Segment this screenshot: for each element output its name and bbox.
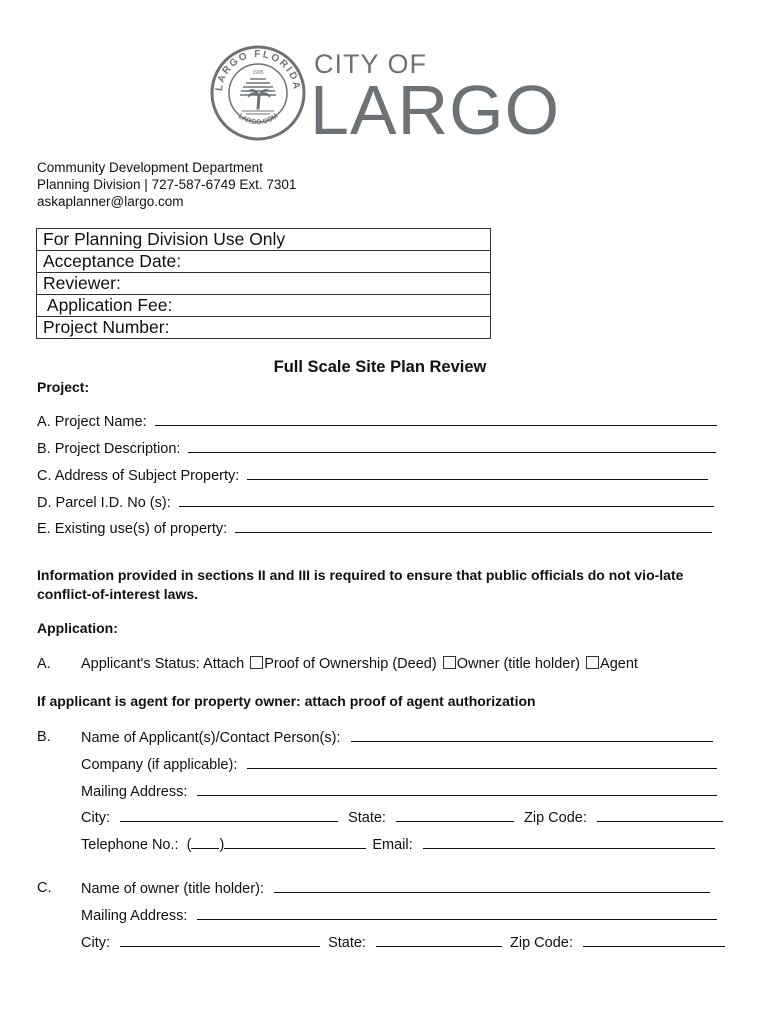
seal-bottom-text: LARGO.COM: [236, 112, 280, 127]
property-address-row: [37, 468, 708, 484]
agent-authorization-note: If applicant is agent for property owner: attach proof of agent authorization: [37, 693, 536, 709]
contact-email: askaplanner@largo.com: [37, 194, 184, 209]
parcel-id-input[interactable]: [179, 505, 714, 507]
application-heading: Application:: [37, 620, 118, 636]
form-title: [0, 358, 760, 377]
existing-use-label: E. Existing use(s) of property:: [37, 521, 228, 537]
reviewer-field: Reviewer:: [37, 273, 490, 295]
application-fee-field: Application Fee:: [37, 295, 490, 317]
telephone-paren: ): [219, 837, 225, 853]
applicant-city-input[interactable]: [120, 809, 338, 822]
applicant-mailing-input[interactable]: [197, 783, 717, 796]
project-description-row: [37, 441, 716, 457]
svg-text:LARGO.COM: [237, 113, 280, 127]
proof-of-ownership-label: Proof of Ownership (Deed): [264, 656, 437, 672]
owner-city-label: City:: [81, 935, 110, 951]
parcel-id-row: [37, 495, 714, 511]
owner-name-input[interactable]: [274, 880, 710, 893]
item-b-letter: B.: [37, 729, 51, 745]
applicant-city-label: City:: [81, 810, 110, 826]
owner-checkbox[interactable]: [443, 656, 456, 669]
telephone-label: Telephone No.: (: [81, 837, 192, 853]
applicant-state-input[interactable]: [396, 809, 514, 822]
applicant-status-label: Applicant's Status: Attach: [81, 656, 245, 672]
company-label: Company (if applicable):: [81, 757, 238, 773]
owner-state-input[interactable]: [376, 934, 502, 947]
owner-mailing-input[interactable]: [197, 907, 717, 920]
conflict-of-interest-notice: Information provided in sections II and III is required to ensure that public officials do not vio-late conflict-of-interest laws.: [37, 567, 684, 602]
applicant-zip-label: Zip Code:: [524, 810, 587, 826]
applicant-name-row: [81, 729, 713, 746]
applicant-city-row: [81, 809, 723, 826]
owner-mailing-row: [81, 907, 717, 924]
applicant-phone-row: [81, 836, 715, 853]
project-heading: Project:: [37, 379, 90, 395]
project-name-row: [37, 414, 717, 430]
city-seal-icon: [210, 45, 306, 141]
office-use-table: [36, 228, 491, 339]
applicant-status-row: [81, 656, 638, 672]
email-label: Email:: [372, 837, 413, 853]
owner-city-row: [81, 934, 725, 951]
company-row: [81, 756, 717, 773]
department-name: Community Development Department: [37, 160, 263, 175]
applicant-mailing-label: Mailing Address:: [81, 784, 188, 800]
owner-name-label: Name of owner (title holder):: [81, 881, 264, 897]
logo-city-of: CITY OF: [314, 49, 428, 79]
item-c-letter: C.: [37, 880, 52, 896]
project-name-input[interactable]: [155, 424, 717, 426]
division-phone: Planning Division | 727-587-6749 Ext. 7301: [37, 177, 297, 192]
existing-use-input[interactable]: [235, 531, 712, 533]
seal-top-text: LARGO FLORIDA: [213, 48, 303, 92]
existing-use-row: [37, 521, 712, 537]
parcel-id-label: D. Parcel I.D. No (s):: [37, 495, 171, 511]
project-name-label: A. Project Name:: [37, 414, 147, 430]
property-address-label: C. Address of Subject Property:: [37, 468, 240, 484]
area-code-input[interactable]: [191, 836, 219, 849]
owner-zip-input[interactable]: [583, 934, 725, 947]
owner-label: Owner (title holder): [456, 656, 580, 672]
project-description-input[interactable]: [188, 451, 716, 453]
owner-name-row: [81, 880, 710, 897]
company-input[interactable]: [247, 756, 717, 769]
email-input[interactable]: [423, 836, 715, 849]
applicant-mailing-row: [81, 783, 717, 800]
agent-label: Agent: [600, 656, 638, 672]
seal-year: 1905: [252, 70, 264, 76]
applicant-zip-input[interactable]: [597, 809, 723, 822]
applicant-name-input[interactable]: [351, 729, 713, 742]
project-description-label: B. Project Description:: [37, 441, 181, 457]
project-number-field: Project Number:: [43, 317, 170, 337]
item-a-letter: A.: [37, 656, 51, 672]
form-title-text: Full Scale Site Plan Review: [273, 358, 487, 376]
owner-city-input[interactable]: [120, 934, 320, 947]
applicant-name-label: Name of Applicant(s)/Contact Person(s):: [81, 730, 341, 746]
applicant-state-label: State:: [348, 810, 386, 826]
department-info: [37, 159, 296, 210]
owner-mailing-label: Mailing Address:: [81, 908, 188, 924]
city-logo: [210, 45, 561, 149]
property-address-input[interactable]: [247, 478, 708, 480]
logo-largo: LARGO: [310, 71, 561, 149]
owner-state-label: State:: [328, 935, 366, 951]
proof-of-ownership-checkbox[interactable]: [250, 656, 263, 669]
acceptance-date-field: Acceptance Date:: [37, 251, 490, 273]
office-use-heading: For Planning Division Use Only: [37, 229, 490, 251]
owner-zip-label: Zip Code:: [510, 935, 573, 951]
telephone-input[interactable]: [224, 836, 366, 849]
agent-checkbox[interactable]: [586, 656, 599, 669]
